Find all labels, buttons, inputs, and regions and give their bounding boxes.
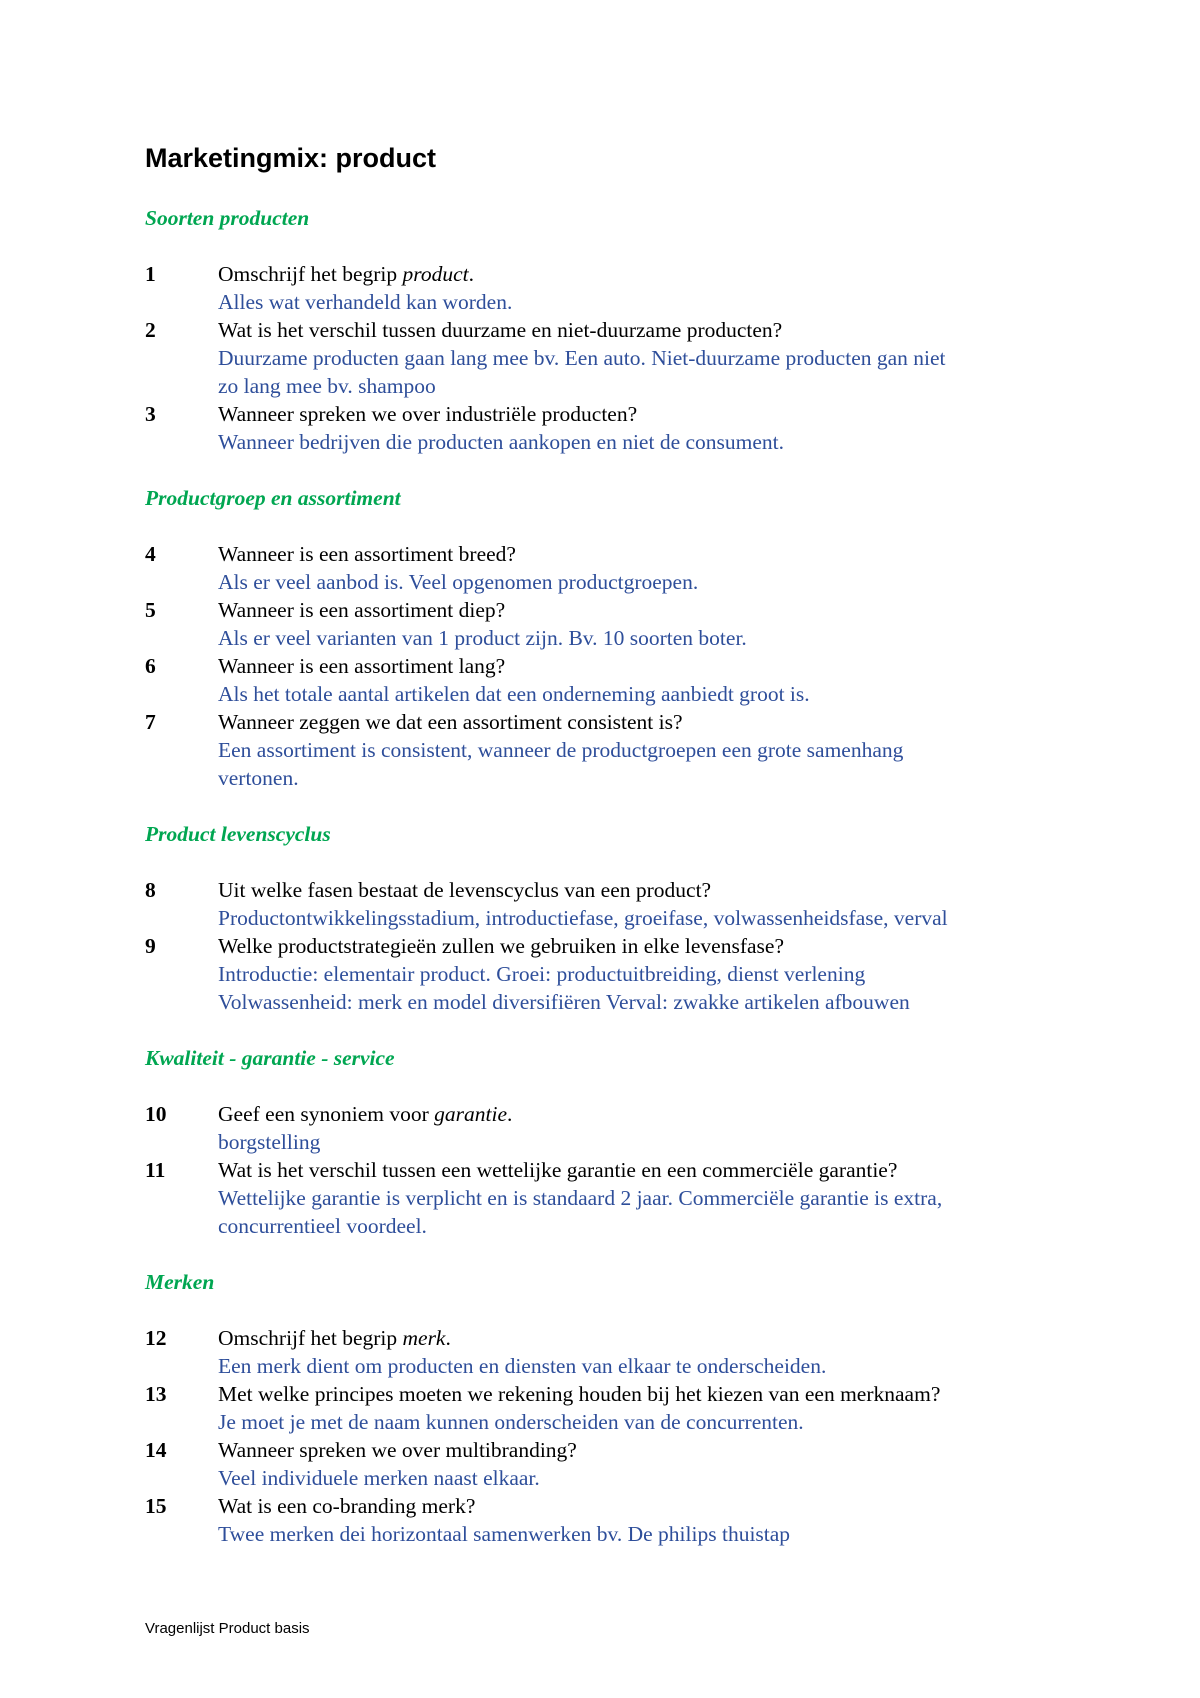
answer-line: Productontwikkelingsstadium, introductiefase, groeifase, volwassenheidsfase, verval [218,906,948,930]
question-number: 4 [145,542,156,566]
section-heading: Kwaliteit - garantie - service [145,1046,395,1070]
question-number: 3 [145,402,156,426]
question-text-part: Geef een synoniem voor [218,1102,435,1126]
question-row [145,652,1085,680]
question-text-part: Omschrijf het begrip [218,1326,403,1350]
answer-line: Veel individuele merken naast elkaar. [218,1466,540,1490]
question-item [145,540,1085,596]
question-text-part: Omschrijf het begrip [218,262,403,286]
section-spacer [145,456,1085,484]
question-number: 13 [145,1382,167,1406]
question-text [218,878,711,902]
question-row [145,876,1085,904]
question-text-part: Wanneer zeggen we dat een assortiment consistent is? [218,710,683,734]
question-text-part: . [445,1326,451,1350]
section [145,484,1085,820]
question-row [145,1436,1085,1464]
question-text-part: Wat is het verschil tussen een wettelijke garantie en een commerciële garantie? [218,1158,898,1182]
document-body [145,204,1085,1548]
question-row [145,316,1085,344]
answer-line: Een merk dient om producten en diensten van elkaar te onderscheiden. [218,1354,827,1378]
answer-line: concurrentieel voordeel. [218,1214,427,1238]
answer-line: Alles wat verhandeld kan worden. [218,290,513,314]
question-text [218,598,505,622]
section-heading: Productgroep en assortiment [145,486,401,510]
question-text-part: . [468,262,474,286]
question-item [145,932,1085,1016]
answer-line: Introductie: elementair product. Groei: productuitbreiding, dienst verlening [218,962,866,986]
question-text [218,654,505,678]
question-item [145,1100,1085,1156]
question-number: 5 [145,598,156,622]
question-emphasis: garantie [434,1102,507,1126]
question-emphasis: product [402,262,469,286]
question-item [145,1436,1085,1492]
question-text [218,1382,940,1406]
question-number: 9 [145,934,156,958]
page-title: Marketingmix: product [145,143,437,173]
question-row [145,260,1085,288]
question-text-part: Wanneer spreken we over multibranding? [218,1438,577,1462]
question-text [218,1438,577,1462]
question-emphasis: merk [402,1326,446,1350]
question-text-part: . [506,1102,513,1126]
section-heading: Merken [145,1270,215,1294]
answer-line: Je moet je met de naam kunnen onderscheiden van de concurrenten. [218,1410,804,1434]
section [145,1044,1085,1268]
section-heading: Soorten producten [145,206,310,230]
section-heading: Product levenscyclus [145,822,331,846]
question-item [145,876,1085,932]
question-item [145,316,1085,400]
question-item [145,400,1085,456]
section [145,1268,1085,1548]
question-row [145,1156,1085,1184]
question-text [218,402,637,426]
question-row [145,708,1085,736]
question-text-part: Wanneer is een assortiment breed? [218,542,516,566]
question-text-part: Wanneer is een assortiment diep? [218,598,506,622]
section [145,820,1085,1044]
question-text [218,542,516,566]
question-row [145,1492,1085,1520]
section-spacer [145,1016,1085,1044]
question-number: 11 [145,1158,166,1182]
question-text [218,1494,475,1518]
answer-line: Wanneer bedrijven die producten aankopen en niet de consument. [218,430,785,454]
question-text-part: Wanneer is een assortiment lang? [218,654,506,678]
question-number: 7 [145,710,156,734]
question-row [145,932,1085,960]
question-text [218,262,474,286]
section [145,204,1085,484]
question-text [218,1326,451,1350]
question-row [145,1324,1085,1352]
question-item [145,1324,1085,1380]
question-number: 14 [145,1438,167,1462]
question-number: 1 [145,262,156,286]
answer-line: Volwassenheid: merk en model diversifiëren Verval: zwakke artikelen afbouwen [218,990,910,1014]
answer-line: zo lang mee bv. shampoo [218,374,436,398]
question-number: 2 [145,318,156,342]
question-text [218,1158,897,1182]
question-item [145,1380,1085,1436]
section-spacer [145,1240,1085,1268]
answer-line: Als het totale aantal artikelen dat een onderneming aanbiedt groot is. [218,682,810,706]
question-text [218,934,784,958]
question-number: 8 [145,878,156,902]
question-item [145,652,1085,708]
question-text-part: Wat is het verschil tussen duurzame en niet-duurzame producten? [218,318,783,342]
question-number: 10 [145,1102,167,1126]
question-text [218,1102,512,1126]
answer-line: Wettelijke garantie is verplicht en is standaard 2 jaar. Commerciële garantie is extra, [218,1186,943,1210]
question-number: 12 [145,1326,167,1350]
question-number: 15 [145,1494,167,1518]
answer-line: Duurzame producten gaan lang mee bv. Een auto. Niet-duurzame producten gan niet [218,346,946,370]
question-item [145,596,1085,652]
question-row [145,1380,1085,1408]
question-item [145,708,1085,792]
question-row [145,1100,1085,1128]
question-number: 6 [145,654,156,678]
question-row [145,400,1085,428]
question-item [145,260,1085,316]
question-item [145,1156,1085,1240]
question-text-part: Uit welke fasen bestaat de levenscyclus van een product? [218,878,712,902]
answer-line: Als er veel aanbod is. Veel opgenomen productgroepen. [218,570,699,594]
question-text-part: Welke productstrategieën zullen we gebruiken in elke levensfase? [218,934,784,958]
question-text [218,710,683,734]
answer-line: vertonen. [218,766,299,790]
question-text-part: Met welke principes moeten we rekening houden bij het kiezen van een merknaam? [218,1382,941,1406]
answer-line: Als er veel varianten van 1 product zijn. Bv. 10 soorten boter. [218,626,747,650]
page-footer: Vragenlijst Product basis [145,1620,310,1637]
answer-line: Twee merken dei horizontaal samenwerken bv. De philips thuistap [218,1522,791,1546]
question-row [145,540,1085,568]
question-row [145,596,1085,624]
answer-line: Een assortiment is consistent, wanneer de productgroepen een grote samenhang [218,738,904,762]
question-text-part: Wanneer spreken we over industriële producten? [218,402,638,426]
answer-line: borgstelling [218,1130,321,1154]
section-spacer [145,792,1085,820]
question-text-part: Wat is een co-branding merk? [218,1494,476,1518]
question-item [145,1492,1085,1548]
question-text [218,318,782,342]
